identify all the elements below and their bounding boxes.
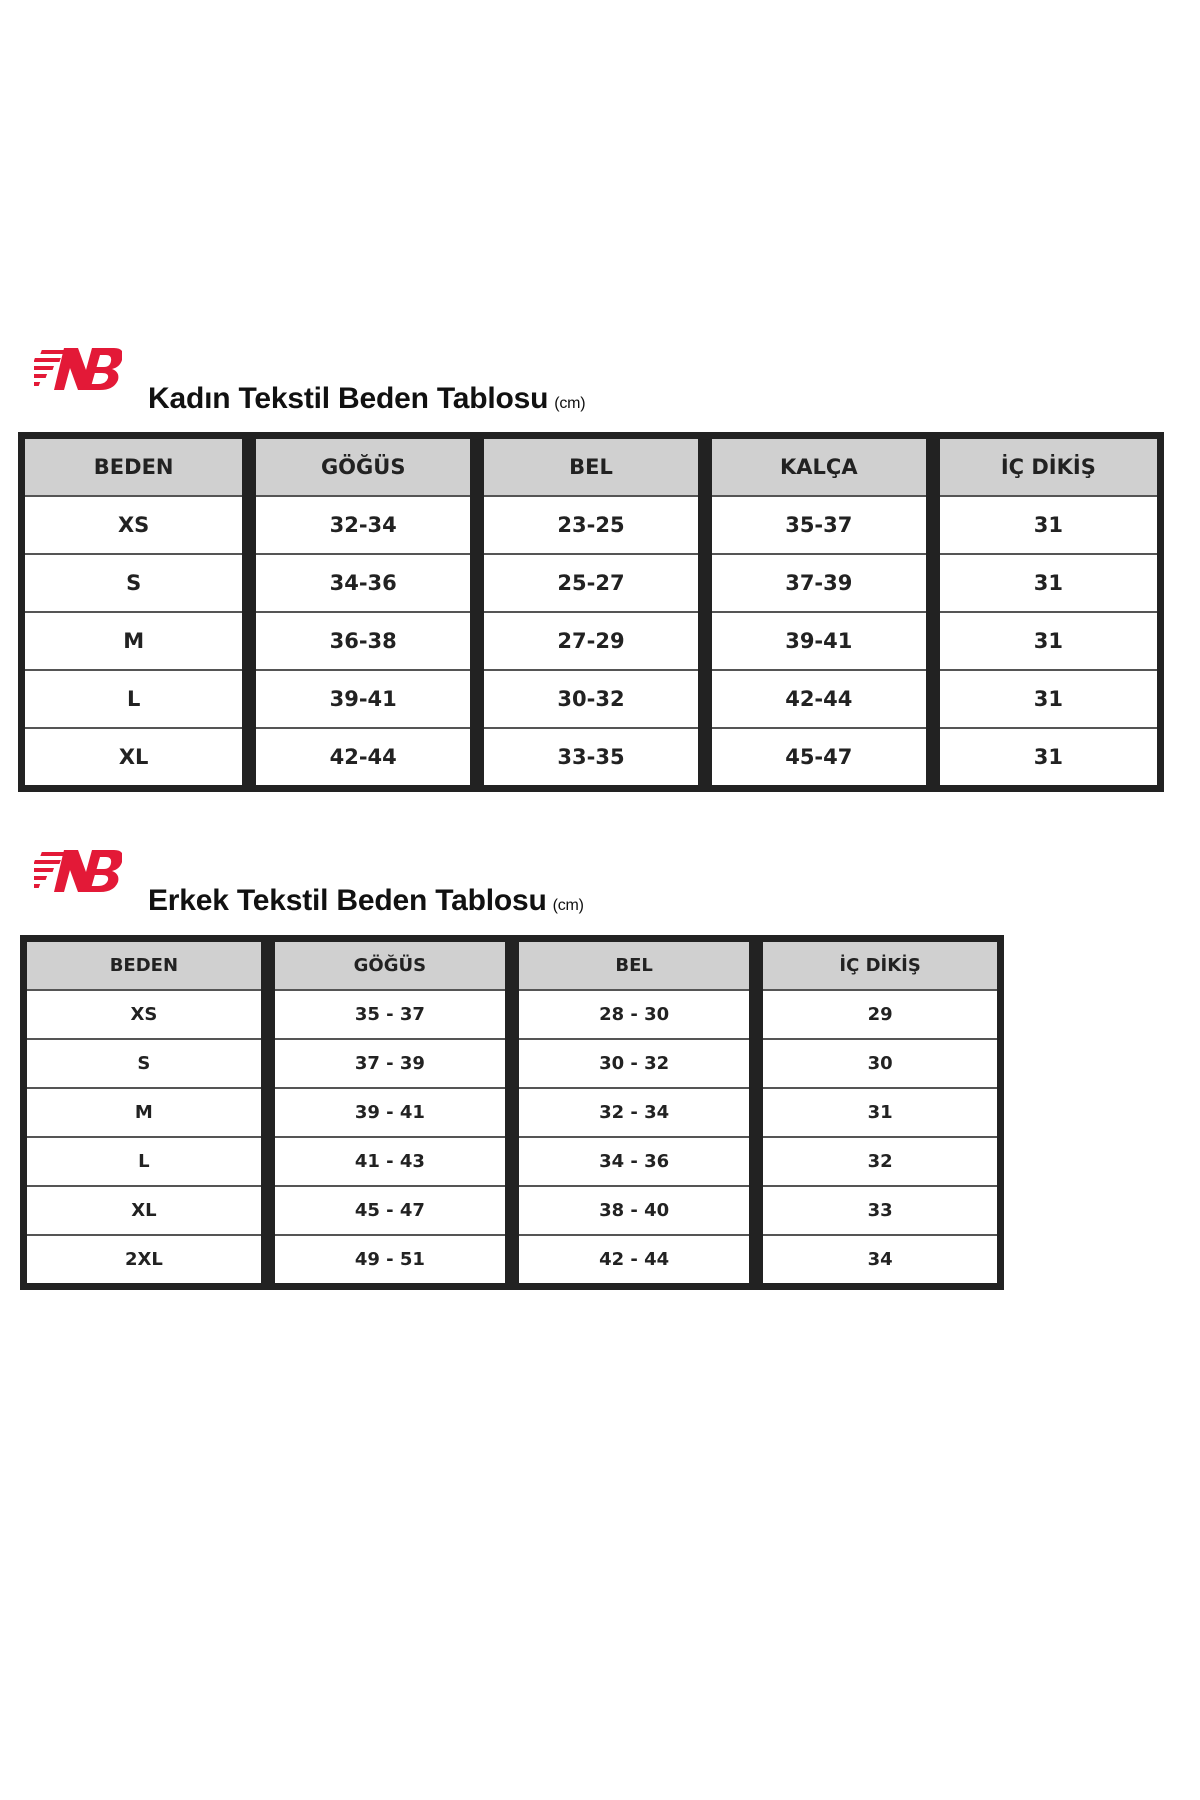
header-beden: BEDEN bbox=[24, 939, 268, 991]
cell-ic-dikis: 29 bbox=[756, 990, 1000, 1039]
cell-bel: 32 - 34 bbox=[512, 1088, 756, 1137]
cell-gogus: 39-41 bbox=[249, 670, 477, 728]
cell-bel: 27-29 bbox=[477, 612, 705, 670]
cell-bel: 25-27 bbox=[477, 554, 705, 612]
table-row bbox=[24, 1137, 1001, 1186]
cell-ic-dikis: 32 bbox=[756, 1137, 1000, 1186]
men-chart-unit: (cm) bbox=[552, 897, 584, 914]
cell-ic-dikis: 34 bbox=[867, 1249, 893, 1270]
cell-gogus: 42-44 bbox=[249, 728, 477, 789]
cell-ic-dikis: 30 bbox=[756, 1039, 1000, 1088]
table-header-row bbox=[24, 939, 1001, 991]
table-header-row bbox=[22, 436, 1161, 497]
cell-gogus: 39 - 41 bbox=[268, 1088, 512, 1137]
cell-size: M bbox=[24, 1088, 268, 1137]
table-row bbox=[24, 1235, 1001, 1287]
cell-size: XS bbox=[22, 496, 250, 554]
men-size-table bbox=[20, 935, 1004, 1290]
header-bel: BEL bbox=[477, 436, 705, 497]
women-chart-unit: (cm) bbox=[554, 395, 586, 412]
women-size-table bbox=[18, 432, 1164, 792]
cell-kalca: 45-47 bbox=[705, 728, 933, 789]
cell-gogus: 49 - 51 bbox=[268, 1235, 512, 1287]
cell-size: S bbox=[22, 554, 250, 612]
header-kalca: KALÇA bbox=[705, 436, 933, 497]
cell-size: XL bbox=[24, 1186, 268, 1235]
cell-bel: 30 - 32 bbox=[512, 1039, 756, 1088]
header-ic-dikis: İÇ DİKİŞ bbox=[756, 939, 1000, 991]
cell-gogus: 34-36 bbox=[249, 554, 477, 612]
new-balance-logo-icon bbox=[34, 344, 122, 394]
table-row bbox=[22, 670, 1161, 728]
cell-size: M bbox=[22, 612, 250, 670]
cell-size: XS bbox=[24, 990, 268, 1039]
cell-ic-dikis: 31 bbox=[1033, 745, 1063, 769]
cell-size: L bbox=[24, 1137, 268, 1186]
men-chart-title-text: Erkek Tekstil Beden Tablosu bbox=[148, 884, 547, 917]
table-row bbox=[22, 554, 1161, 612]
header-beden: BEDEN bbox=[22, 436, 250, 497]
table-row bbox=[24, 1088, 1001, 1137]
cell-bel: 23-25 bbox=[477, 496, 705, 554]
cell-kalca: 39-41 bbox=[705, 612, 933, 670]
table-row bbox=[24, 990, 1001, 1039]
cell-size: S bbox=[24, 1039, 268, 1088]
cell-bel: 30-32 bbox=[477, 670, 705, 728]
cell-kalca: 35-37 bbox=[705, 496, 933, 554]
header-gogus: GÖĞÜS bbox=[268, 939, 512, 991]
cell-gogus: 32-34 bbox=[249, 496, 477, 554]
cell-bel: 33-35 bbox=[477, 728, 705, 789]
cell-bel: 28 - 30 bbox=[512, 990, 756, 1039]
header-bel: BEL bbox=[512, 939, 756, 991]
table-row bbox=[24, 1039, 1001, 1088]
cell-ic-dikis: 31 bbox=[933, 554, 1161, 612]
cell-ic-dikis: 31 bbox=[933, 612, 1161, 670]
cell-gogus: 45 - 47 bbox=[268, 1186, 512, 1235]
cell-gogus: 37 - 39 bbox=[268, 1039, 512, 1088]
cell-ic-dikis: 33 bbox=[756, 1186, 1000, 1235]
new-balance-logo-icon bbox=[34, 846, 122, 896]
cell-size: L bbox=[22, 670, 250, 728]
cell-bel: 34 - 36 bbox=[512, 1137, 756, 1186]
women-chart-title-text: Kadın Tekstil Beden Tablosu bbox=[148, 382, 549, 415]
cell-ic-dikis: 31 bbox=[756, 1088, 1000, 1137]
table-row bbox=[24, 1186, 1001, 1235]
women-chart-title bbox=[148, 382, 585, 416]
cell-size: XL bbox=[22, 728, 250, 789]
cell-kalca: 37-39 bbox=[705, 554, 933, 612]
cell-gogus: 36-38 bbox=[249, 612, 477, 670]
header-gogus: GÖĞÜS bbox=[249, 436, 477, 497]
table-row bbox=[22, 496, 1161, 554]
cell-gogus: 35 - 37 bbox=[268, 990, 512, 1039]
cell-ic-dikis: 31 bbox=[933, 496, 1161, 554]
table-row bbox=[22, 612, 1161, 670]
cell-bel: 42 - 44 bbox=[512, 1235, 756, 1287]
header-ic-dikis: İÇ DİKİŞ bbox=[933, 436, 1161, 497]
cell-bel: 38 - 40 bbox=[512, 1186, 756, 1235]
cell-size: 2XL bbox=[24, 1235, 268, 1287]
men-chart-title bbox=[148, 884, 584, 918]
table-row bbox=[22, 728, 1161, 789]
cell-kalca: 42-44 bbox=[705, 670, 933, 728]
cell-gogus: 41 - 43 bbox=[268, 1137, 512, 1186]
cell-ic-dikis: 31 bbox=[933, 670, 1161, 728]
